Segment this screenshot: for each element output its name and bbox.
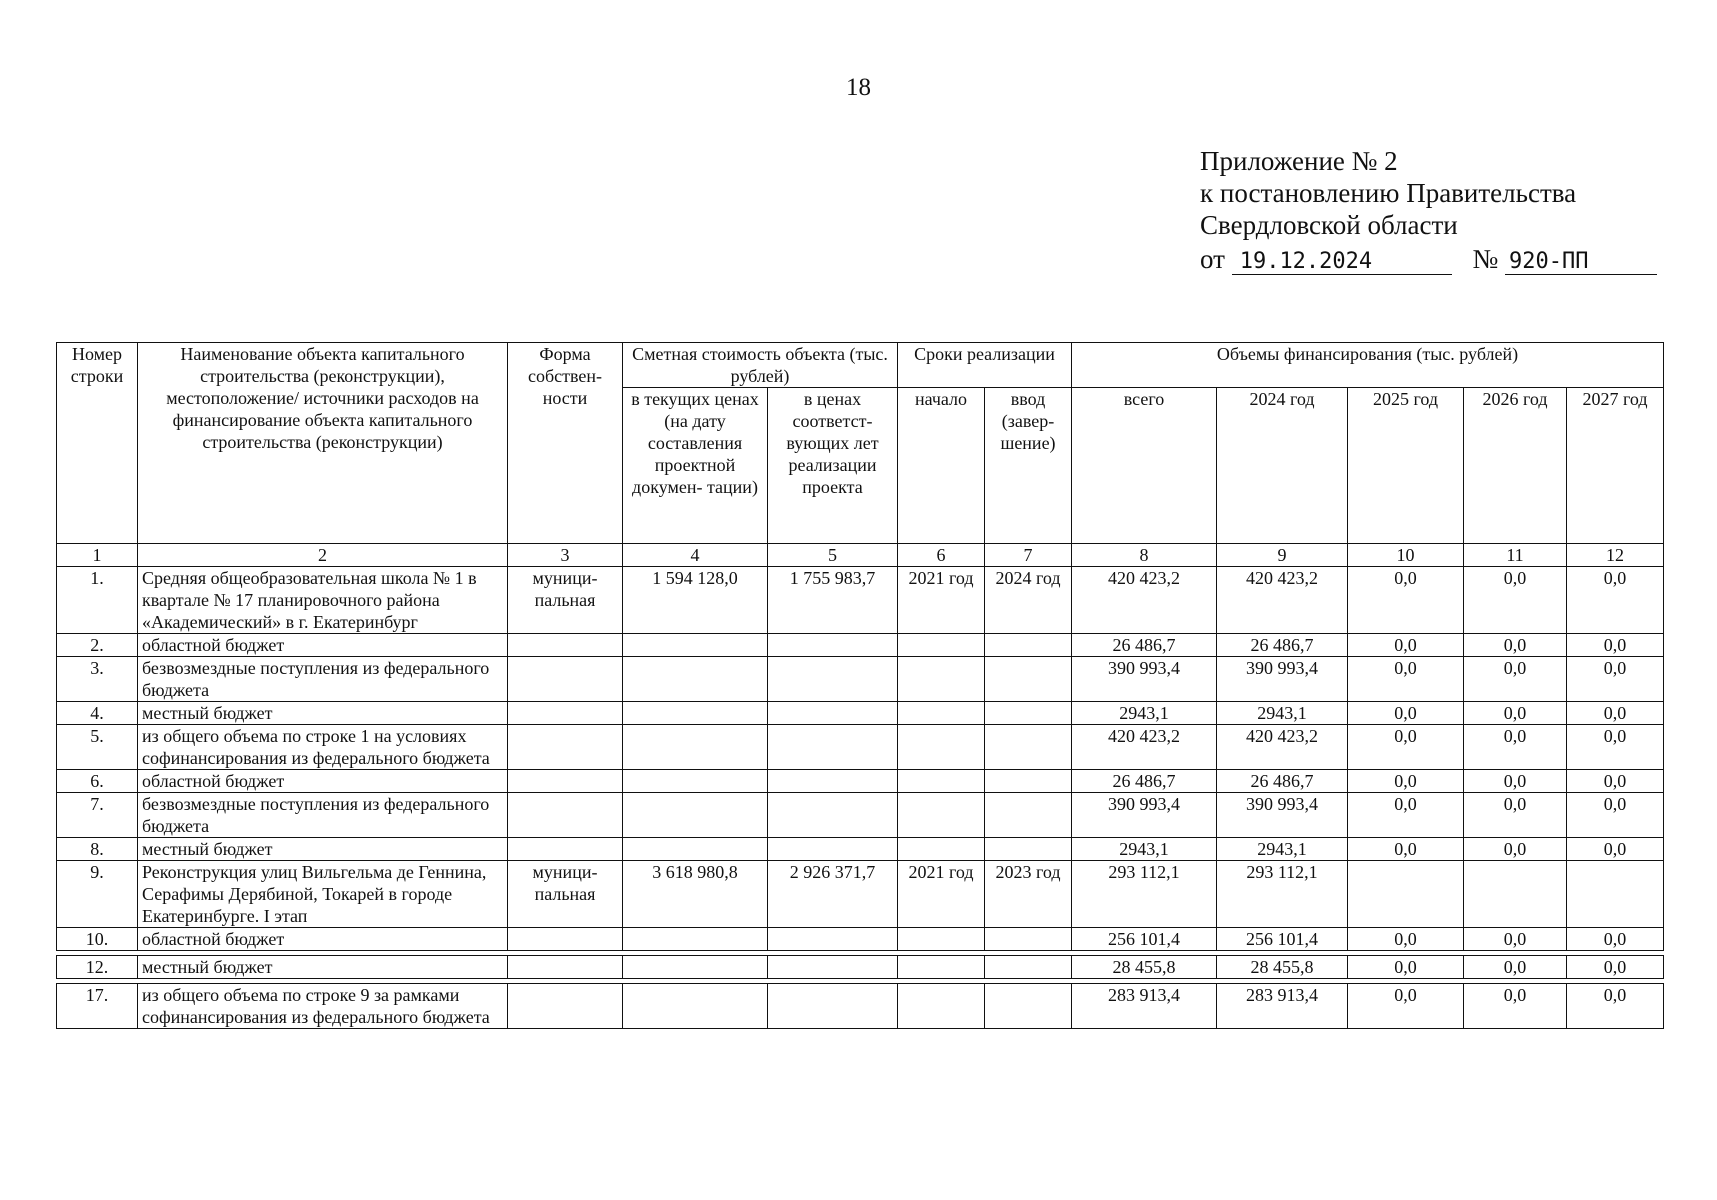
header-total: всего [1072,388,1217,544]
number-prefix: № [1472,244,1499,274]
appendix-resolution: к постановлению Правительства [1200,178,1577,208]
total-cell: 2943,1 [1072,838,1217,861]
total-cell: 28 455,8 [1072,956,1217,979]
finish-cell [985,702,1072,725]
ownership-cell [508,657,623,702]
cost-current-cell [623,984,768,1029]
appendix-date-line [1200,243,1657,275]
start-cell [898,928,985,951]
date-prefix: от [1200,244,1225,274]
row-number-cell: 1. [57,567,138,634]
ownership-cell [508,702,623,725]
funding-2025-cell: 0,0 [1348,928,1464,951]
total-cell: 390 993,4 [1072,657,1217,702]
funding-2027-cell: 0,0 [1567,838,1664,861]
cost-years-cell [768,657,898,702]
column-number: 1 [57,544,138,567]
start-cell: 2021 год [898,567,985,634]
funding-2024-cell: 420 423,2 [1217,725,1348,770]
start-cell [898,838,985,861]
table-row [57,793,1664,838]
funding-table [56,342,1664,1029]
funding-2025-cell: 0,0 [1348,793,1464,838]
finish-cell: 2024 год [985,567,1072,634]
header-ownership: Форма собствен- ности [508,343,623,544]
header-2025: 2025 год [1348,388,1464,544]
total-cell: 293 112,1 [1072,861,1217,928]
funding-2024-cell: 2943,1 [1217,838,1348,861]
funding-2027-cell: 0,0 [1567,770,1664,793]
start-cell [898,793,985,838]
document-date: 19.12.2024 [1232,250,1452,275]
header-estimated-cost: Сметная стоимость объекта (тыс. рублей) [623,343,898,388]
table-row [57,770,1664,793]
funding-2024-cell: 283 913,4 [1217,984,1348,1029]
ownership-cell [508,956,623,979]
cost-years-cell [768,725,898,770]
funding-2024-cell: 293 112,1 [1217,861,1348,928]
funding-2025-cell: 0,0 [1348,770,1464,793]
ownership-cell [508,984,623,1029]
total-cell: 390 993,4 [1072,793,1217,838]
total-cell: 420 423,2 [1072,725,1217,770]
start-cell [898,770,985,793]
name-cell: безвозмездные поступления из федерального бюджета [138,657,508,702]
funding-2027-cell: 0,0 [1567,567,1664,634]
total-cell: 283 913,4 [1072,984,1217,1029]
row-number-cell: 10. [57,928,138,951]
funding-2026-cell: 0,0 [1464,838,1567,861]
table-row [57,634,1664,657]
cost-years-cell [768,984,898,1029]
cost-years-cell [768,793,898,838]
funding-2024-cell: 28 455,8 [1217,956,1348,979]
column-number: 4 [623,544,768,567]
name-cell: областной бюджет [138,770,508,793]
header-funding: Объемы финансирования (тыс. рублей) [1072,343,1664,388]
name-cell: областной бюджет [138,928,508,951]
funding-2027-cell: 0,0 [1567,634,1664,657]
funding-2025-cell: 0,0 [1348,725,1464,770]
total-cell: 26 486,7 [1072,634,1217,657]
ownership-cell [508,838,623,861]
funding-2025-cell: 0,0 [1348,956,1464,979]
funding-2026-cell: 0,0 [1464,984,1567,1029]
name-cell: местный бюджет [138,838,508,861]
finish-cell [985,793,1072,838]
ownership-cell: муници- пальная [508,861,623,928]
column-number: 8 [1072,544,1217,567]
start-cell [898,956,985,979]
header-start: начало [898,388,985,544]
total-cell: 2943,1 [1072,702,1217,725]
cost-current-cell [623,702,768,725]
funding-2027-cell: 0,0 [1567,725,1664,770]
funding-2026-cell: 0,0 [1464,770,1567,793]
name-cell: Средняя общеобразовательная школа № 1 в квартале № 17 планировочного района «Академический» в г. Екатеринбург [138,567,508,634]
ownership-cell [508,928,623,951]
start-cell [898,657,985,702]
row-number-cell: 17. [57,984,138,1029]
funding-2024-cell: 2943,1 [1217,702,1348,725]
name-cell: безвозмездные поступления из федерального бюджета [138,793,508,838]
row-number-cell: 7. [57,793,138,838]
name-cell: из общего объема по строке 1 на условиях софинансирования из федерального бюджета [138,725,508,770]
funding-2026-cell: 0,0 [1464,956,1567,979]
header-cost-years: в ценах соответст- вующих лет реализации проекта [768,388,898,544]
funding-2025-cell: 0,0 [1348,567,1464,634]
funding-2025-cell: 0,0 [1348,702,1464,725]
table-row [57,956,1664,979]
finish-cell [985,657,1072,702]
header-cost-current: в текущих ценах (на дату составления проектной докумен- тации) [623,388,768,544]
appendix-title: Приложение № 2 [1200,146,1398,176]
table-row [57,657,1664,702]
start-cell [898,634,985,657]
funding-2027-cell: 0,0 [1567,702,1664,725]
funding-2026-cell: 0,0 [1464,702,1567,725]
column-number: 9 [1217,544,1348,567]
funding-2024-cell: 420 423,2 [1217,567,1348,634]
appendix-region: Свердловской области [1200,210,1458,240]
cost-years-cell [768,770,898,793]
cost-years-cell [768,702,898,725]
cost-current-cell [623,770,768,793]
header-2026: 2026 год [1464,388,1567,544]
finish-cell [985,634,1072,657]
page-number: 18 [846,74,871,101]
finish-cell [985,838,1072,861]
column-number: 2 [138,544,508,567]
funding-2025-cell: 0,0 [1348,657,1464,702]
cost-years-cell: 2 926 371,7 [768,861,898,928]
ownership-cell: муници- пальная [508,567,623,634]
finish-cell [985,984,1072,1029]
cost-current-cell [623,956,768,979]
appendix-header [1200,145,1657,275]
cost-years-cell [768,928,898,951]
total-cell: 420 423,2 [1072,567,1217,634]
cost-years-cell [768,838,898,861]
cost-years-cell [768,634,898,657]
funding-2027-cell: 0,0 [1567,956,1664,979]
cost-current-cell [623,657,768,702]
cost-current-cell [623,838,768,861]
cost-years-cell: 1 755 983,7 [768,567,898,634]
name-cell: местный бюджет [138,702,508,725]
funding-2025-cell: 0,0 [1348,984,1464,1029]
name-cell: Реконструкция улиц Вильгельма де Геннина, Серафимы Дерябиной, Токарей в городе Екатеринбурге. I этап [138,861,508,928]
header-terms: Сроки реализации [898,343,1072,388]
funding-2026-cell: 0,0 [1464,657,1567,702]
funding-2027-cell: 0,0 [1567,984,1664,1029]
finish-cell: 2023 год [985,861,1072,928]
table-row [57,567,1664,634]
header-name: Наименование объекта капитального строительства (реконструкции), местоположение/ источники расходов на финансирование объекта капитального строительства (реконструкции) [138,343,508,544]
cost-current-cell [623,928,768,951]
ownership-cell [508,634,623,657]
table-row [57,838,1664,861]
ownership-cell [508,793,623,838]
name-cell: местный бюджет [138,956,508,979]
funding-2027-cell: 0,0 [1567,657,1664,702]
table-row [57,861,1664,928]
column-number: 3 [508,544,623,567]
funding-2026-cell: 0,0 [1464,793,1567,838]
funding-2026-cell [1464,861,1567,928]
funding-2024-cell: 390 993,4 [1217,657,1348,702]
funding-2027-cell [1567,861,1664,928]
table-body [57,567,1664,1029]
row-number-cell: 5. [57,725,138,770]
row-number-cell: 6. [57,770,138,793]
funding-2024-cell: 26 486,7 [1217,770,1348,793]
column-number: 10 [1348,544,1464,567]
finish-cell [985,928,1072,951]
column-number: 7 [985,544,1072,567]
name-cell: из общего объема по строке 9 за рамками софинансирования из федерального бюджета [138,984,508,1029]
table-row [57,702,1664,725]
funding-2024-cell: 256 101,4 [1217,928,1348,951]
cost-current-cell [623,634,768,657]
cost-current-cell [623,793,768,838]
table-row [57,725,1664,770]
funding-2027-cell: 0,0 [1567,793,1664,838]
funding-2026-cell: 0,0 [1464,634,1567,657]
funding-2025-cell: 0,0 [1348,838,1464,861]
row-number-cell: 9. [57,861,138,928]
table-row [57,984,1664,1029]
funding-2025-cell [1348,861,1464,928]
row-number-cell: 8. [57,838,138,861]
row-number-cell: 4. [57,702,138,725]
finish-cell [985,725,1072,770]
cost-years-cell [768,956,898,979]
finish-cell [985,770,1072,793]
column-number: 12 [1567,544,1664,567]
start-cell [898,725,985,770]
row-number-cell: 2. [57,634,138,657]
funding-2027-cell: 0,0 [1567,928,1664,951]
header-row-number: Номер строки [57,343,138,544]
name-cell: областной бюджет [138,634,508,657]
document-number: 920-ПП [1505,250,1657,275]
cost-current-cell: 1 594 128,0 [623,567,768,634]
cost-current-cell: 3 618 980,8 [623,861,768,928]
funding-2024-cell: 26 486,7 [1217,634,1348,657]
header-finish: ввод (завер- шение) [985,388,1072,544]
cost-current-cell [623,725,768,770]
start-cell: 2021 год [898,861,985,928]
column-number: 6 [898,544,985,567]
row-number-cell: 12. [57,956,138,979]
column-number: 5 [768,544,898,567]
header-2027: 2027 год [1567,388,1664,544]
column-number: 11 [1464,544,1567,567]
total-cell: 26 486,7 [1072,770,1217,793]
table-row [57,928,1664,951]
funding-2025-cell: 0,0 [1348,634,1464,657]
finish-cell [985,956,1072,979]
start-cell [898,702,985,725]
ownership-cell [508,725,623,770]
row-number-cell: 3. [57,657,138,702]
start-cell [898,984,985,1029]
funding-2026-cell: 0,0 [1464,567,1567,634]
funding-2024-cell: 390 993,4 [1217,793,1348,838]
funding-2026-cell: 0,0 [1464,725,1567,770]
column-numbers-row [57,544,1664,567]
funding-2026-cell: 0,0 [1464,928,1567,951]
ownership-cell [508,770,623,793]
header-2024: 2024 год [1217,388,1348,544]
total-cell: 256 101,4 [1072,928,1217,951]
